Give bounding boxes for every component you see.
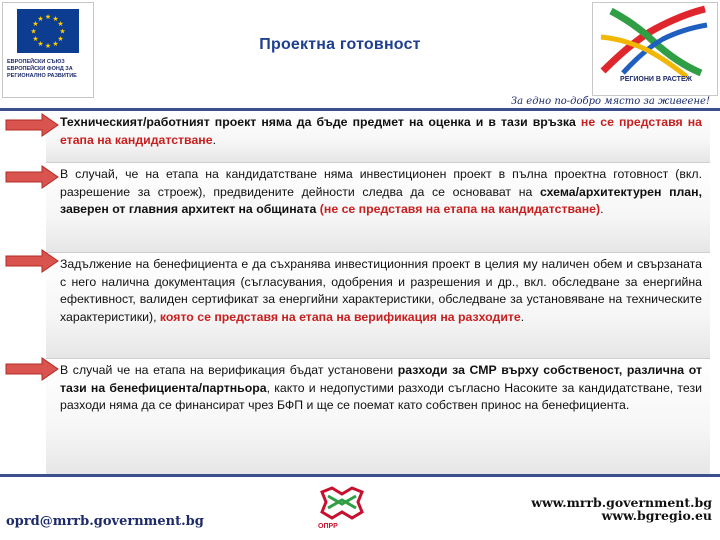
website-links	[531, 496, 712, 522]
svg-text:★: ★	[37, 15, 44, 23]
svg-text:★: ★	[52, 40, 59, 48]
svg-text:★: ★	[57, 35, 64, 43]
svg-text:★: ★	[52, 15, 59, 23]
svg-text:★: ★	[57, 20, 64, 28]
eu-logo	[2, 2, 94, 98]
paragraph-2: В случай, че на етапа на кандидатстване няма инвестиционен проект в пълна проектна готовност (вкл. разрешение за строеж), предвидените дейности следва да се основават на схема/архитектурен план, заверен от главния архитект на общината (не се представя на етапа на кандидатстване).	[46, 163, 710, 253]
svg-text:★: ★	[44, 42, 52, 50]
content-area	[46, 111, 710, 475]
red-arrow-icon	[4, 112, 60, 138]
slogan: За едно по-добро място за живеене!	[510, 96, 710, 107]
paragraph-3: Задължение на бенефициента е да съхранява инвестиционния проект в целия му наличен обем и свързаната с него налична документация (съгласувания, одобрения и разрешения и др., вкл. обследване за енергийна ефективност, валиден сертификат за енергийни характеристики, обследване за установяване на техническите характеристики), която се представя на етапа на верификация на разходите.	[46, 253, 710, 359]
regions-in-growth-caption: РЕГИОНИ В РАСТЕЖ	[620, 76, 692, 83]
website-link-bgregio[interactable]: www.bgregio.eu	[601, 508, 712, 523]
email-link[interactable]: oprd@mrrb.government.bg	[6, 514, 204, 529]
website-link-mrrb[interactable]: www.mrrb.government.bg	[531, 495, 712, 510]
paragraph-4: В случай че на етапа на верификация бъдат установени разходи за СМР върху собственост, различна от тази на бенефициента/партньора, както и недопустими разходи съгласно Насоките за кандидатстване, тези разходи няма да се финансират чрез БФП и ще се поемат като собствен принос на бенефициента.	[46, 359, 710, 475]
eu-flag-icon	[17, 9, 79, 53]
svg-text:★: ★	[32, 20, 39, 28]
red-arrow-icon	[4, 248, 60, 274]
paragraph-1: Техническият/работният проект няма да бъде предмет на оценка и в тази връзка не се представя на етапа на кандидатстване.	[46, 111, 710, 163]
svg-text:★: ★	[44, 13, 52, 21]
footer-divider	[0, 474, 720, 477]
svg-text:★: ★	[30, 27, 37, 36]
svg-text:★: ★	[59, 27, 66, 36]
page-title: Проектна готовност	[259, 36, 421, 53]
red-arrow-icon	[4, 164, 60, 190]
svg-text:★: ★	[37, 40, 44, 48]
oprp-logo: ОПРР	[318, 484, 366, 536]
svg-text:★: ★	[32, 35, 39, 43]
red-arrow-icon	[4, 356, 60, 382]
eu-logo-text: ЕВРОПЕЙСКИ СЪЮЗ ЕВРОПЕЙСКИ ФОНД ЗА РЕГИОНАЛНО РАЗВИТИЕ	[7, 59, 77, 79]
